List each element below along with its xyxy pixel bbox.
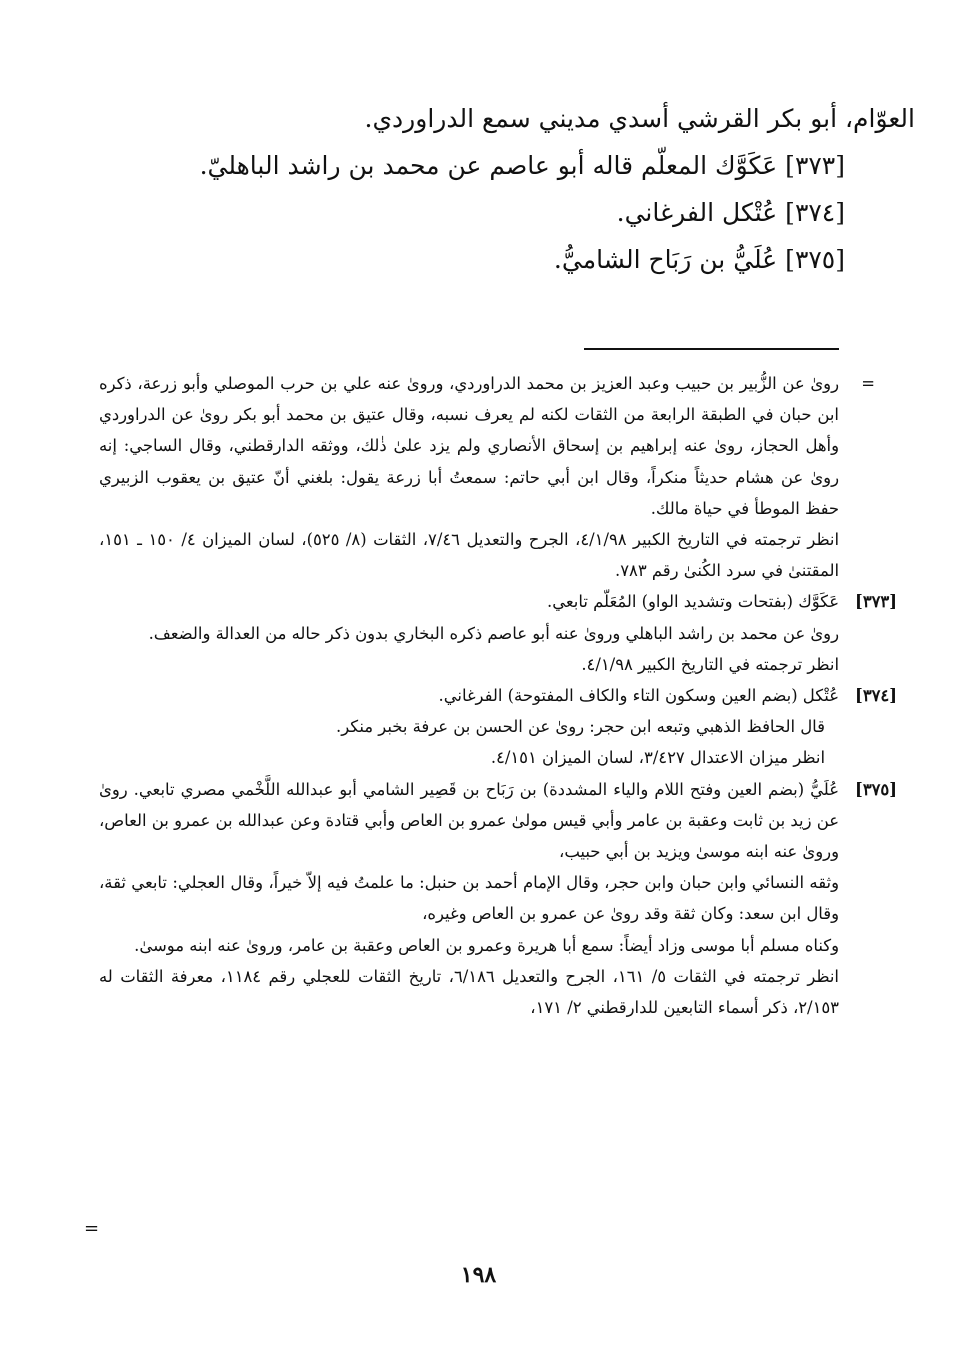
footnote-375 <box>99 774 897 1024</box>
footnote-paragraph: عَكَوَّك (بفتحات وتشديد الواو) المُعَلّم تابعي. <box>547 592 839 612</box>
footnote-374 <box>99 680 897 774</box>
footnote-paragraph: عُلَيُّ (بضم العين وفتح اللام والياء المشددة) بن رَبَاح بن قَصِير الشامي أبو عبدالله اللَّخْمي مصري تابعي. روىٰ عن زيد بن ثابت وعقبة بن عامر وأبي قيس مولىٰ عمرو بن العاص وأبي قتادة وعن عبدالله بن عمرو بن العاص، وروىٰ عنه ابنه موسىٰ ويزيد بن أبي حبيب، <box>99 779 839 862</box>
footnote-paragraph: روىٰ عن محمد بن راشد الباهلي وروىٰ عنه أبو عاصم ذكره البخاري بدون ذكر حاله من العدالة والضعف. <box>148 623 839 643</box>
footnote-paragraph: قال الحافظ الذهبي وتبعه ابن حجر: روىٰ عن الحسن بن عرفة بخبر منكر. <box>336 717 825 737</box>
main-line-1: العوّام، أبو بكر القرشي أسدي مديني سمع الدراوردي. <box>364 104 915 133</box>
footnote-paragraph: روىٰ عن الزُّبير بن حبيب وعبد العزيز بن محمد الدراوردي، وروىٰ عنه علي بن حرب الموصلي وأبو زرعة، ذكره ابن حبان في الطبقة الرابعة من الثقات لكنه لم يعرف نسبه، وقال عتيق بن محمد أبو بكر روىٰ عن الدراوردي وأهل الحجاز، روىٰ عنه إبراهيم بن إسحاق الأنصاري ولم يزد علىٰ ذٰلك، ووثقه الدارقطني، وقال الساجي: إنه روىٰ عن هشام حديثاً منكراً، وقال ابن أبي حاتم: سمعتُ أبا زرعة يقول: بلغني أنّ عتيق بن يعقوب الزبيري حفظ الموطأ في حياة مالك. <box>99 374 839 518</box>
footnotes <box>99 368 897 1023</box>
footnote-paragraph: وثقه النسائي وابن حبان وابن حجر، وقال الإمام أحمد بن حنبل: ما علمتُ فيه إلاّ خيراً، وقال العجلي: تابعي ثقة، وقال ابن سعد: وكان ثقة وقد روىٰ عن عمرو بن العاص وغيره، <box>99 873 839 924</box>
footnote-paragraph: وكناه مسلم أبا موسى وزاد أيضاً: سمع أبا هريرة وعمرو بن العاص وعقبة بن عامر، وروىٰ عنه ابنه موسىٰ. <box>134 935 839 955</box>
footnote-reference: انظر ترجمته في الثقات ٥/ ١٦١، الجرح والتعديل ٦/١٨٦، تاريخ الثقات للعجلي رقم ١١٨٤، معرفة الثقات له ٢/١٥٣، ذكر أسماء التابعين للدارقطني ٢/ ١٧١، <box>99 966 839 1018</box>
footnote-number: [٣٧٣] <box>855 592 897 612</box>
main-text <box>105 104 915 292</box>
continuation-mark: = <box>861 374 875 393</box>
footnote-reference: انظر ميزان الاعتدال ٣/٤٢٧، لسان الميزان ٤/١٥١. <box>490 748 825 768</box>
footnote-373 <box>99 586 897 680</box>
footnote-reference: انظر ترجمته في التاريخ الكبير ٤/١/٩٨، الجرح والتعديل ٧/٤٦، الثقات (٨/ ٥٢٥)، لسان الميزان ٤/ ١٥٠ ـ ١٥١، المقتنىٰ في سرد الكُنىٰ رقم ٧٨٣. <box>99 530 840 581</box>
continued-mark: = <box>84 1218 100 1239</box>
page-number: ١٩٨ <box>460 1262 497 1288</box>
entry-374-heading: [٣٧٤] عُتْكل الفرغاني. <box>616 198 845 227</box>
footnote-number: [٣٧٥] <box>855 779 897 799</box>
entry-373-heading: [٣٧٣] عَكَوَّك المعلّم قاله أبو عاصم عن محمد بن راشد الباهليّ. <box>199 151 845 180</box>
footnote-continuation <box>99 368 875 586</box>
footnote-separator <box>584 348 839 350</box>
footnote-number: [٣٧٤] <box>855 686 897 706</box>
footnote-paragraph: عُتْكل (بضم العين وسكون التاء والكاف المفتوحة) الفرغاني. <box>438 686 839 706</box>
entry-375-heading: [٣٧٥] عُلَيُّ بن رَبَاح الشاميُّ. <box>553 245 845 274</box>
footnote-reference: انظر ترجمته في التاريخ الكبير ٤/١/٩٨. <box>581 654 839 674</box>
